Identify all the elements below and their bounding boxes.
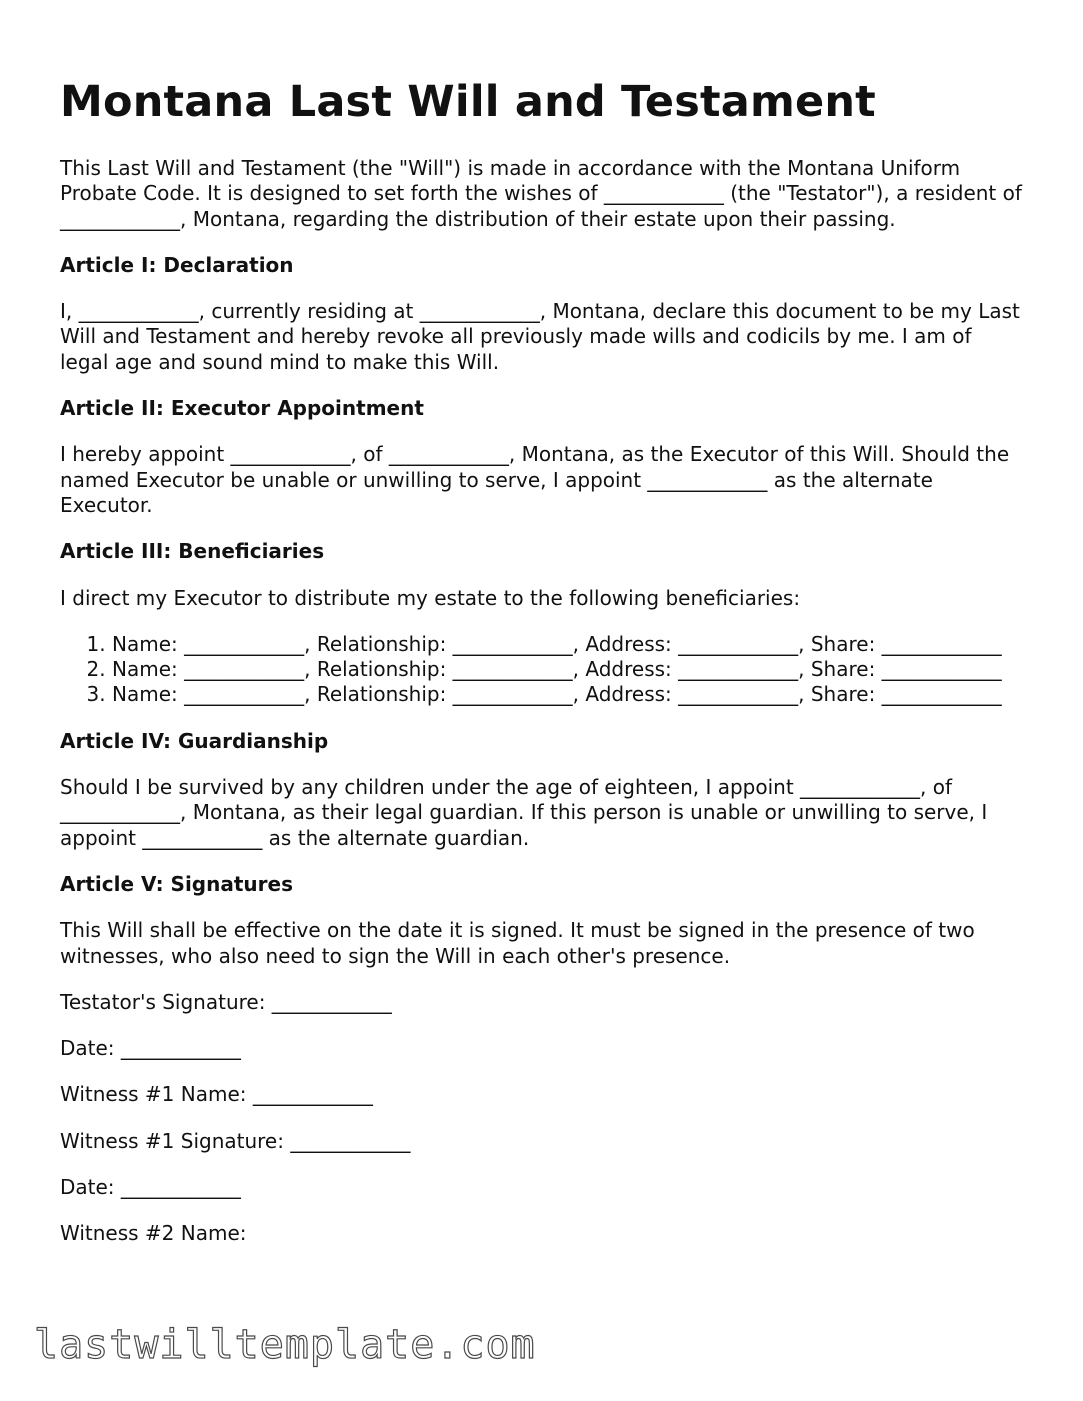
article-3-text: I direct my Executor to distribute my estate to the following beneficiaries: (60, 585, 801, 610)
watermark-text: lastwilltemplate.com (34, 1322, 536, 1368)
article-5-text: This Will shall be effective on the date it is signed. It must be signed in the presence of two witnesses, who also need to sign the Will in each other's presence. (60, 918, 975, 968)
article-3-heading: Article III: Beneficiaries (60, 539, 325, 564)
beneficiary-item: 2. Name: ____________, Relationship: ____________, Address: ____________, Share: ____________ (112, 657, 1025, 682)
article-2-heading: Article II: Executor Appointment (60, 396, 424, 421)
article-1-heading: Article I: Declaration (60, 252, 294, 277)
article-4-heading: Article IV: Guardianship (60, 728, 329, 753)
document-body (60, 156, 1025, 1268)
beneficiary-item: 1. Name: ____________, Relationship: ____________, Address: ____________, Share: ____________ (112, 632, 1025, 657)
intro-paragraph: This Last Will and Testament (the "Will") is made in accordance with the Montana Uniform Probate Code. It is designed to set forth the wishes of ____________ (the "Testator"), a resident of ____________, Montana, regarding the distribution of their estate upon their passing. (60, 156, 1022, 231)
article-5-heading: Article V: Signatures (60, 871, 293, 896)
document-title: Montana Last Will and Testament (60, 77, 876, 127)
testator-date-line: Date: ____________ (60, 1036, 241, 1061)
article-4-text: Should I be survived by any children under the age of eighteen, I appoint ____________, of ____________, Montana, as their legal guardian. If this person is unable or unwilling to serve, I appoint ____________ as the alternate guardian. (60, 775, 988, 850)
beneficiary-list (60, 632, 1025, 708)
witness-1-signature-line: Witness #1 Signature: ____________ (60, 1128, 411, 1153)
beneficiary-item: 3. Name: ____________, Relationship: ____________, Address: ____________, Share: ____________ (112, 682, 1025, 707)
testator-signature-line: Testator's Signature: ____________ (60, 989, 392, 1014)
witness-1-date-line: Date: ____________ (60, 1175, 241, 1200)
witness-1-name-line: Witness #1 Name: ____________ (60, 1082, 373, 1107)
article-1-text: I, ____________, currently residing at ____________, Montana, declare this document to be my Last Will and Testament and hereby revoke all previously made wills and codicils by me. I am of legal age and sound mind to make this Will. (60, 299, 1020, 374)
witness-2-name-line: Witness #2 Name: (60, 1221, 247, 1246)
article-2-text: I hereby appoint ____________, of ____________, Montana, as the Executor of this Will. Should the named Executor be unable or unwilling to serve, I appoint ____________ as the alternate Executor. (60, 442, 1010, 517)
